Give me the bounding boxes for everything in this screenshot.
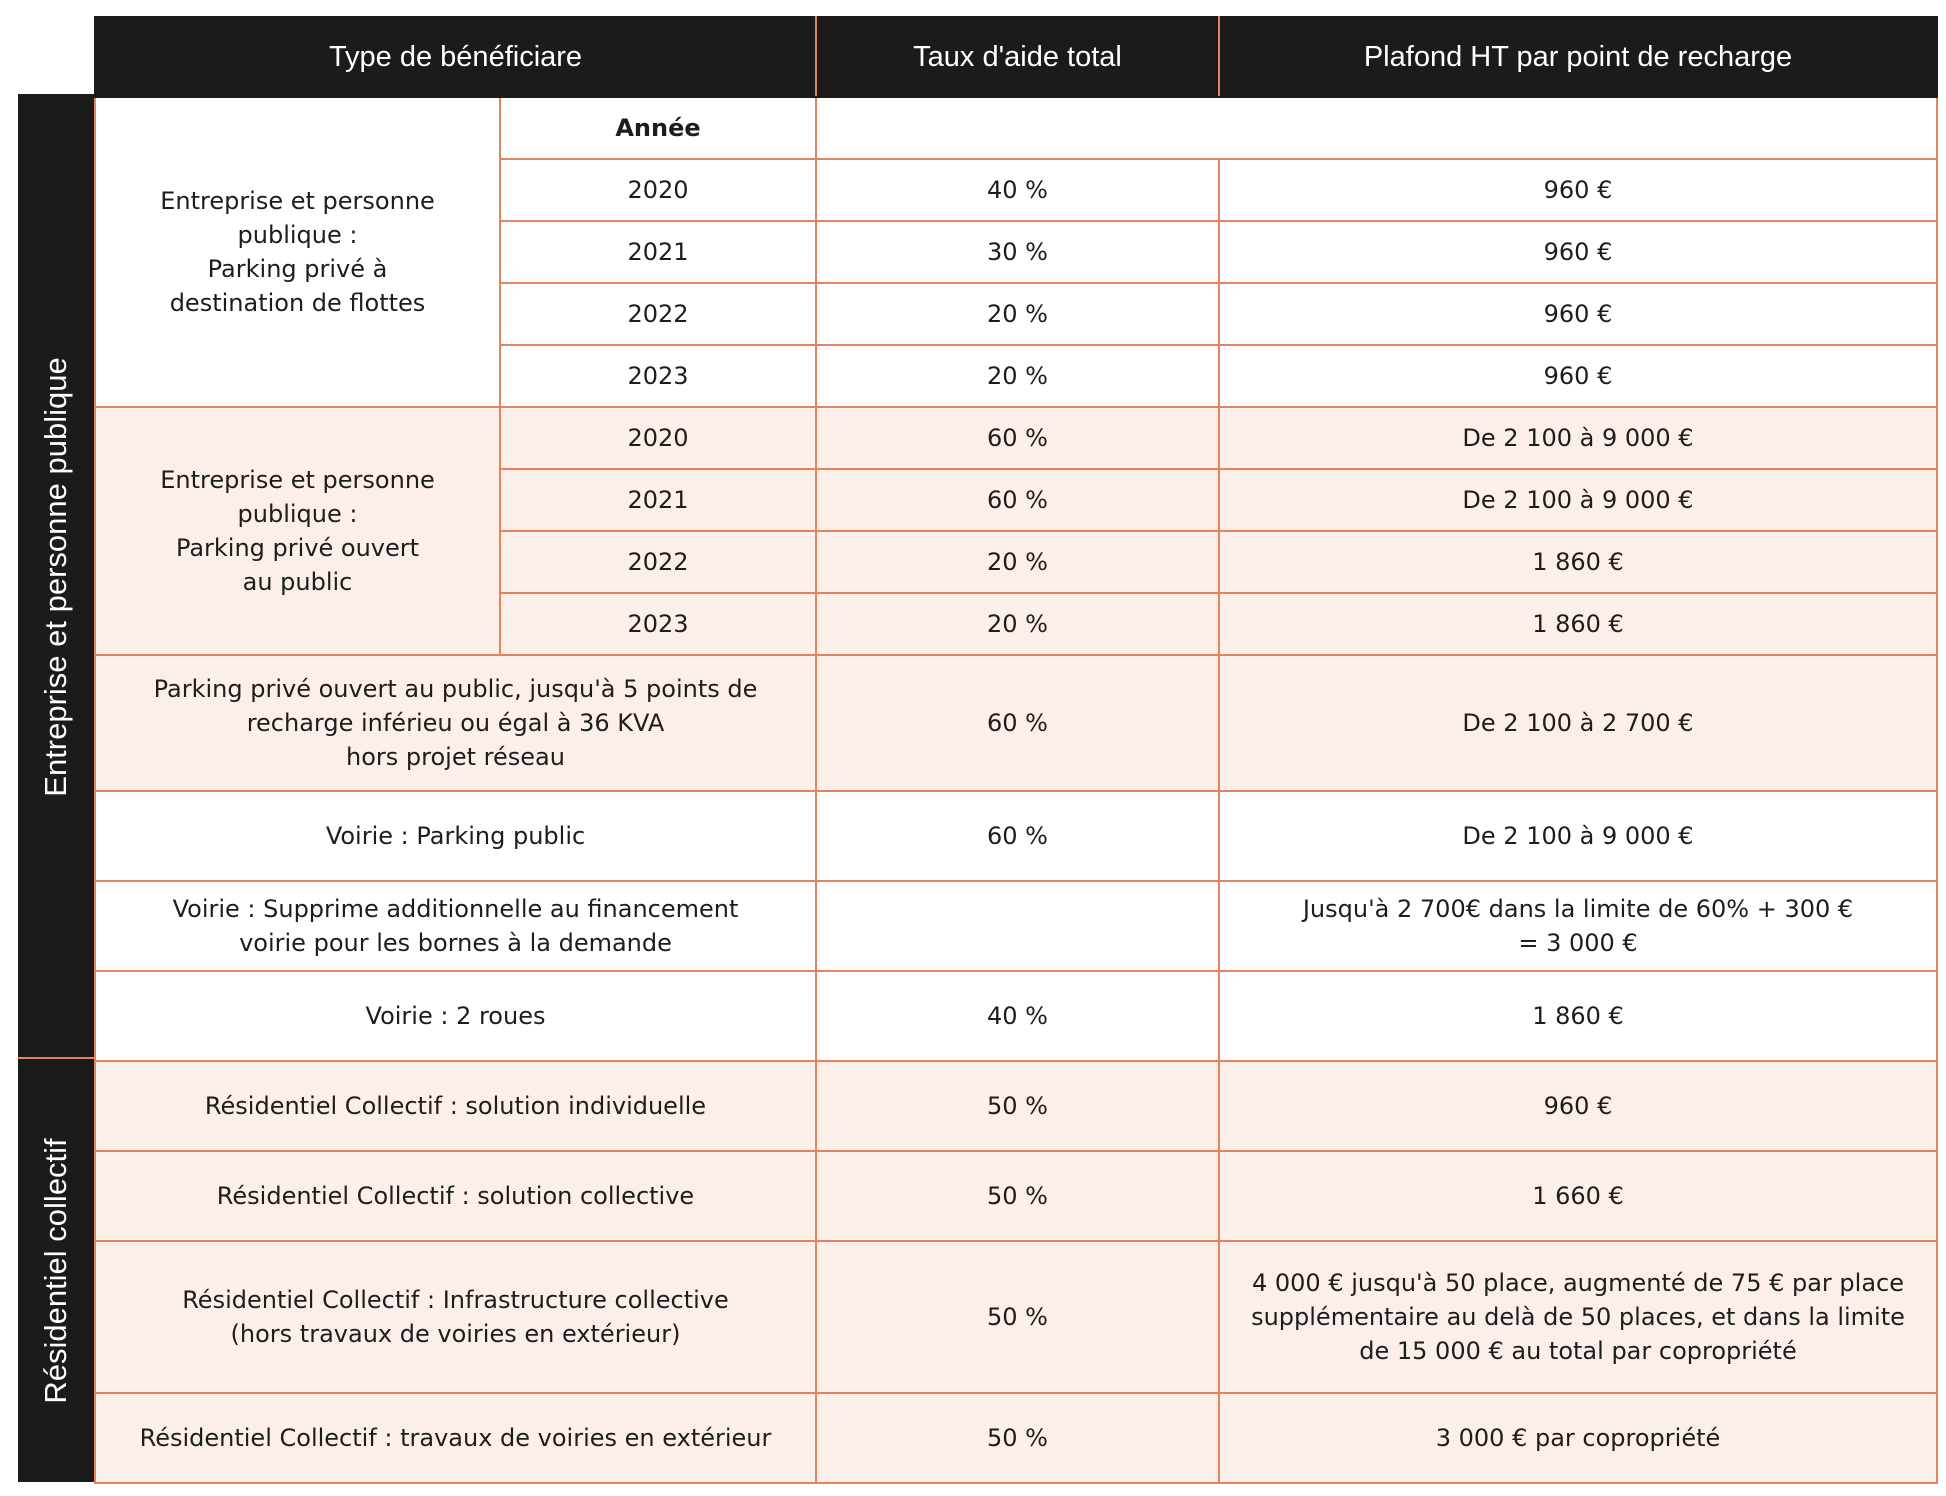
rate-cell: 20 % — [816, 345, 1219, 407]
year-cell: 2022 — [500, 531, 816, 593]
table-header-row — [95, 17, 1937, 97]
beneficiary-line: publique : — [237, 500, 358, 528]
year-cell: 2023 — [500, 345, 816, 407]
cap-cell: 1 860 € — [1219, 593, 1937, 655]
table-row — [95, 791, 1937, 881]
beneficiary-line: au public — [242, 568, 353, 596]
rate-cell: 20 % — [816, 593, 1219, 655]
cap-line: 4 000 € jusqu'à 50 place, augmenté de 75 € par place — [1251, 1269, 1904, 1297]
group-label-entreprise — [18, 94, 94, 1059]
cap-line: = 3 000 € — [1518, 929, 1638, 957]
beneficiary-line: Parking privé ouvert — [175, 534, 420, 562]
cap-line: de 15 000 € au total par copropriété — [1359, 1337, 1797, 1365]
cap-cell: 960 € — [1219, 345, 1937, 407]
cap-line: Jusqu'à 2 700€ dans la limite de 60% + 300 € — [1302, 895, 1854, 923]
beneficiary-line: Entreprise et personne — [160, 466, 435, 494]
rate-cell: 60 % — [816, 407, 1219, 469]
aid-rates-table — [94, 16, 1938, 1484]
table-row — [95, 1061, 1937, 1151]
rate-cell: 60 % — [816, 469, 1219, 531]
year-cell: 2021 — [500, 469, 816, 531]
cap-cell: 960 € — [1219, 221, 1937, 283]
cap-cell: 1 660 € — [1219, 1151, 1937, 1241]
table-row — [95, 407, 1937, 469]
cap-cell: 960 € — [1219, 159, 1937, 221]
table-row — [95, 1151, 1937, 1241]
cap-cell: 1 860 € — [1219, 971, 1937, 1061]
beneficiary-cell: Résidentiel Collectif : solution collective — [95, 1151, 816, 1241]
cap-cell: De 2 100 à 9 000 € — [1219, 469, 1937, 531]
rate-cell: 20 % — [816, 531, 1219, 593]
empty-cell — [816, 97, 1937, 159]
beneficiary-cell: Voirie : Parking public — [95, 791, 816, 881]
beneficiary-line: destination de flottes — [169, 289, 426, 317]
year-cell: 2020 — [500, 159, 816, 221]
beneficiary-cell — [95, 407, 500, 655]
rate-cell: 40 % — [816, 159, 1219, 221]
beneficiary-line: Résidentiel Collectif : Infrastructure collective — [182, 1286, 729, 1314]
cap-cell — [1219, 881, 1937, 971]
beneficiary-line: Parking privé à — [207, 255, 388, 283]
beneficiary-line: recharge inférieu ou égal à 36 KVA — [246, 709, 665, 737]
beneficiary-cell: Voirie : 2 roues — [95, 971, 816, 1061]
rate-cell: 60 % — [816, 791, 1219, 881]
beneficiary-cell — [95, 1241, 816, 1393]
cap-cell — [1219, 1241, 1937, 1393]
year-cell: 2020 — [500, 407, 816, 469]
table-row — [95, 1241, 1937, 1393]
cap-cell: De 2 100 à 2 700 € — [1219, 655, 1937, 791]
beneficiary-line: Entreprise et personne — [160, 187, 435, 215]
rate-cell — [816, 881, 1219, 971]
group-label-text: Résidentiel collectif — [38, 1137, 73, 1404]
year-header: Année — [500, 97, 816, 159]
beneficiary-line: (hors travaux de voiries en extérieur) — [230, 1320, 681, 1348]
beneficiary-line: voirie pour les bornes à la demande — [239, 929, 672, 957]
table-row — [95, 881, 1937, 971]
group-label-residentiel — [18, 1059, 94, 1482]
cap-line: supplémentaire au delà de 50 places, et dans la limite — [1251, 1303, 1905, 1331]
year-cell: 2021 — [500, 221, 816, 283]
rate-cell: 50 % — [816, 1393, 1219, 1483]
cap-cell: De 2 100 à 9 000 € — [1219, 791, 1937, 881]
beneficiary-cell — [95, 881, 816, 971]
cap-cell: 960 € — [1219, 283, 1937, 345]
table-row — [95, 97, 1937, 159]
table-row — [95, 655, 1937, 791]
header-total-rate: Taux d'aide total — [816, 17, 1219, 97]
rate-cell: 50 % — [816, 1241, 1219, 1393]
cap-cell: 3 000 € par copropriété — [1219, 1393, 1937, 1483]
rate-cell: 20 % — [816, 283, 1219, 345]
rate-cell: 50 % — [816, 1151, 1219, 1241]
beneficiary-cell — [95, 655, 816, 791]
rate-cell: 50 % — [816, 1061, 1219, 1151]
year-cell: 2022 — [500, 283, 816, 345]
rate-cell: 30 % — [816, 221, 1219, 283]
beneficiary-cell: Résidentiel Collectif : solution individuelle — [95, 1061, 816, 1151]
cap-cell: De 2 100 à 9 000 € — [1219, 407, 1937, 469]
cap-cell: 960 € — [1219, 1061, 1937, 1151]
beneficiary-line: Voirie : Supprime additionnelle au financement — [172, 895, 739, 923]
beneficiary-cell: Résidentiel Collectif : travaux de voiries en extérieur — [95, 1393, 816, 1483]
beneficiary-line: publique : — [237, 221, 358, 249]
year-cell: 2023 — [500, 593, 816, 655]
table-row — [95, 971, 1937, 1061]
beneficiary-cell — [95, 97, 500, 407]
beneficiary-line: Parking privé ouvert au public, jusqu'à 5 points de — [153, 675, 758, 703]
header-beneficiary-type: Type de bénéficiare — [95, 17, 816, 97]
rate-cell: 60 % — [816, 655, 1219, 791]
rate-cell: 40 % — [816, 971, 1219, 1061]
beneficiary-line: hors projet réseau — [346, 743, 565, 771]
table-row — [95, 1393, 1937, 1483]
header-cap: Plafond HT par point de recharge — [1219, 17, 1937, 97]
cap-cell: 1 860 € — [1219, 531, 1937, 593]
group-label-text: Entreprise et personne publique — [38, 356, 73, 797]
